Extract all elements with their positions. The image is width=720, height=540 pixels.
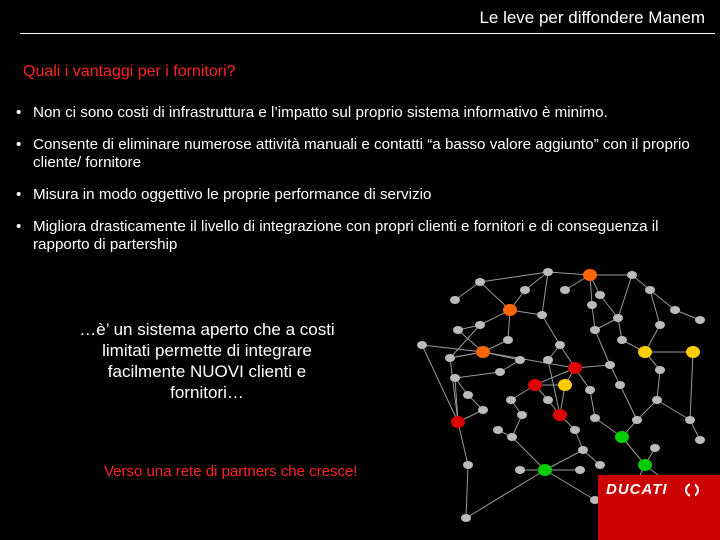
network-node	[652, 396, 662, 404]
bullet-text: Non ci sono costi di infrastruttura e l’impatto sul proprio sistema informativo è minimo.	[33, 104, 608, 121]
network-link	[650, 290, 675, 310]
network-link	[483, 352, 575, 368]
network-node	[568, 362, 582, 374]
network-node	[686, 346, 700, 358]
network-link	[542, 315, 560, 345]
network-link	[545, 470, 595, 500]
closing-statement: Verso una rete di partners che cresce!	[104, 463, 358, 480]
network-node	[695, 436, 705, 444]
ducati-logo-mark	[685, 483, 699, 497]
network-link	[542, 272, 548, 315]
network-node	[583, 269, 597, 281]
bullet-dot: •	[16, 218, 22, 235]
network-link	[690, 352, 693, 420]
bullet-text: Consente di eliminare numerose attività manuali e contatti “a basso valore aggiunto” con il proprio cliente/ fornitore	[33, 136, 690, 171]
network-link	[512, 437, 545, 470]
network-node	[578, 446, 588, 454]
bullet-dot: •	[16, 186, 22, 203]
network-node	[615, 431, 629, 443]
network-node	[445, 354, 455, 362]
network-node	[595, 461, 605, 469]
network-node	[617, 336, 627, 344]
network-node	[560, 286, 570, 294]
network-node	[645, 286, 655, 294]
network-node	[517, 411, 527, 419]
network-link	[455, 282, 480, 300]
network-link	[455, 372, 500, 378]
network-node	[495, 368, 505, 376]
network-node	[553, 409, 567, 421]
network-link	[466, 465, 468, 518]
network-node	[493, 426, 503, 434]
network-node	[543, 396, 553, 404]
network-link	[618, 275, 632, 318]
network-link	[595, 330, 610, 365]
network-link	[466, 470, 545, 518]
section-heading: Quali i vantaggi per i fornitori?	[23, 63, 236, 80]
network-node	[478, 406, 488, 414]
network-link	[458, 422, 468, 465]
network-node	[453, 326, 463, 334]
network-link	[590, 390, 595, 418]
network-node	[450, 374, 460, 382]
network-node	[605, 361, 615, 369]
bullet-text: Migliora drasticamente il livello di integrazione con propri clienti e fornitori e di conseguenza il rapporto di partership	[33, 218, 659, 253]
network-node	[461, 514, 471, 522]
network-node	[503, 304, 517, 316]
network-link	[600, 295, 618, 318]
network-node	[520, 286, 530, 294]
network-node	[451, 416, 465, 428]
network-node	[537, 311, 547, 319]
network-node	[638, 459, 652, 471]
network-link	[620, 385, 637, 420]
network-node	[507, 433, 517, 441]
network-node	[590, 414, 600, 422]
ducati-logo-text: DUCATI	[606, 481, 668, 498]
network-node	[475, 278, 485, 286]
network-node	[417, 341, 427, 349]
network-node	[615, 381, 625, 389]
network-node	[503, 336, 513, 344]
network-link	[422, 345, 483, 352]
network-node	[538, 464, 552, 476]
network-node	[450, 296, 460, 304]
network-node	[570, 426, 580, 434]
network-node	[475, 321, 485, 329]
network-node	[695, 316, 705, 324]
network-link	[650, 290, 660, 325]
bullet-text: Misura in modo oggettivo le proprie performance di servizio	[33, 186, 432, 203]
slide-title: Le leve per diffondere Manem	[479, 8, 705, 27]
network-node	[632, 416, 642, 424]
network-node	[515, 466, 525, 474]
network-node	[638, 346, 652, 358]
network-node	[543, 268, 553, 276]
network-node	[613, 314, 623, 322]
network-node	[627, 271, 637, 279]
network-link	[657, 370, 660, 400]
network-node	[595, 291, 605, 299]
network-node	[587, 301, 597, 309]
network-node	[543, 356, 553, 364]
network-node	[575, 466, 585, 474]
network-node	[558, 379, 572, 391]
bullet-dot: •	[16, 104, 22, 121]
network-node	[463, 461, 473, 469]
callout-text: …è’ un sistema aperto che a costi limitati permette di integrare facilmente NUOVI clienti e fornitori…	[79, 320, 335, 402]
network-node	[515, 356, 525, 364]
network-node	[555, 341, 565, 349]
network-node	[528, 379, 542, 391]
network-node	[655, 321, 665, 329]
network-node	[585, 386, 595, 394]
network-node	[670, 306, 680, 314]
network-node	[463, 391, 473, 399]
network-node	[506, 396, 516, 404]
network-node	[476, 346, 490, 358]
network-node	[655, 366, 665, 374]
bullet-dot: •	[16, 136, 22, 153]
network-node	[685, 416, 695, 424]
network-node	[650, 444, 660, 452]
network-link	[657, 400, 690, 420]
network-node	[590, 326, 600, 334]
